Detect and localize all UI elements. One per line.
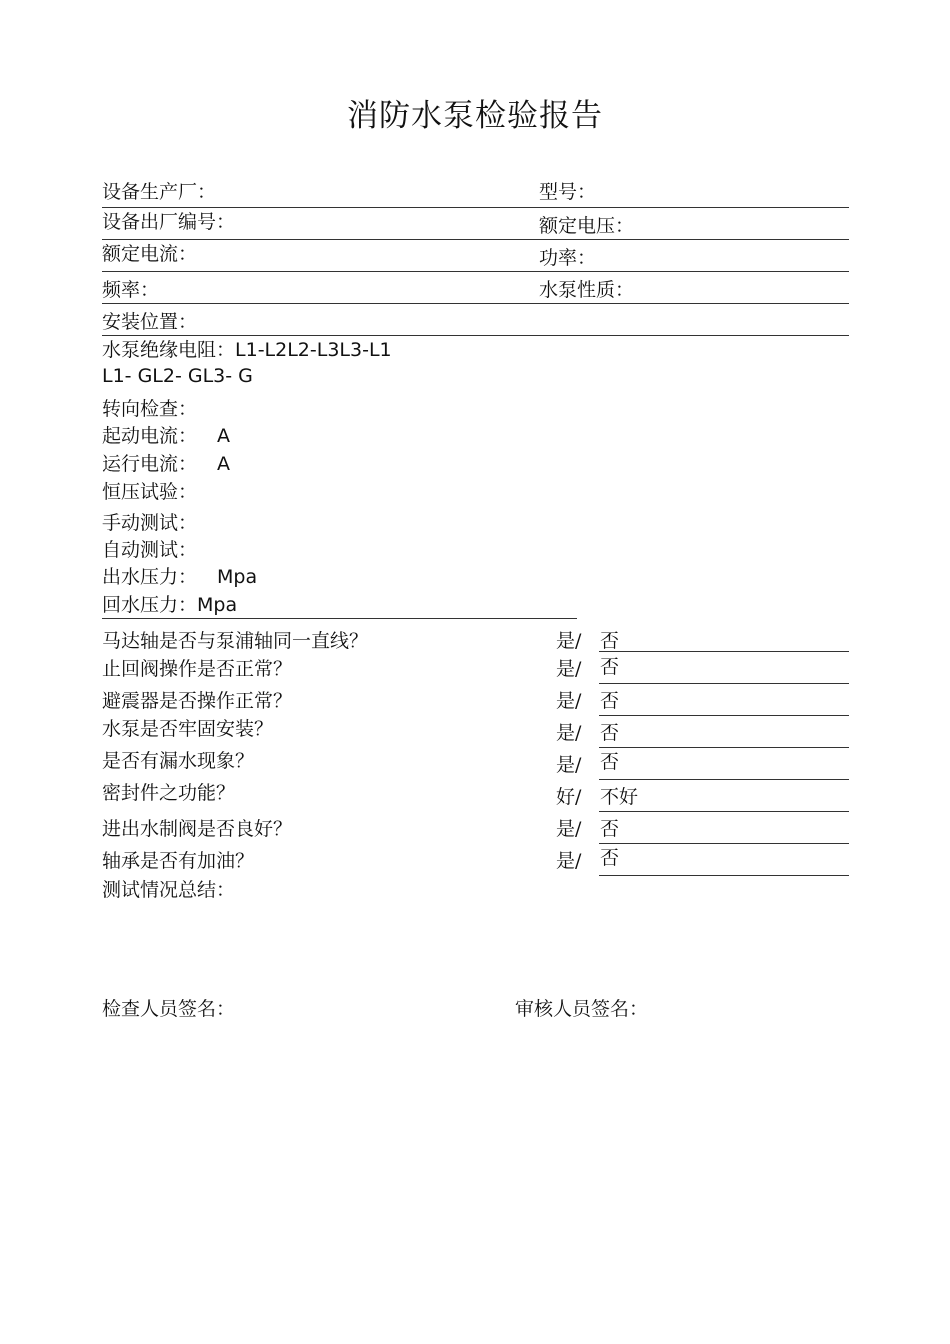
answer-line [599,651,849,652]
checklist-question: 轴承是否有加油？ [102,850,255,872]
model-label: 型号： [539,181,597,203]
reviewer-signature-label: 审核人员签名： [515,998,649,1020]
run-current-unit: A [217,453,230,475]
start-current-unit: A [217,425,230,447]
rotation-check-label: 转向检查： [102,398,198,420]
checklist-question: 止回阀操作是否正常？ [102,658,293,680]
checklist-no-option: 否 [600,847,620,869]
checklist-no-option: 不好 [600,786,639,808]
answer-line [599,779,849,780]
checklist-no-option: 否 [600,751,620,773]
checklist-no-option: 否 [600,630,620,652]
insulation-row [102,339,392,361]
checklist-no-option: 否 [600,722,620,744]
return-pressure-unit: Mpa [197,594,238,616]
divider [102,335,849,336]
return-pressure-label: 回水压力： [102,594,198,616]
checklist-yes-option: 是/ [556,818,582,840]
summary-label: 测试情况总结： [102,879,236,901]
answer-line [599,683,849,684]
manual-test-label: 手动测试： [102,512,198,534]
checklist-no-option: 否 [600,656,620,678]
checklist-question: 马达轴是否与泵浦轴同一直线？ [102,630,369,652]
divider [102,303,849,304]
answer-line [599,875,849,876]
manufacturer-label: 设备生产厂： [102,181,217,203]
power-label: 功率： [539,247,597,269]
checklist-yes-option: 好/ [556,786,582,808]
checklist-question: 密封件之功能？ [102,782,236,804]
checklist-no-option: 否 [600,818,620,840]
checklist-yes-option: 是/ [556,754,582,776]
inspector-signature-label: 检查人员签名： [102,998,236,1020]
checklist-yes-option: 是/ [556,850,582,872]
constant-pressure-label: 恒压试验： [102,481,198,503]
rated-current-label: 额定电流： [102,243,198,265]
page-title: 消防水泵检验报告 [347,98,603,134]
return-pressure-row [102,594,237,616]
checklist-question: 进出水制阀是否良好？ [102,818,293,840]
answer-line [599,811,849,812]
insulation-label: 水泵绝缘电阻： [102,339,236,361]
location-label: 安装位置： [102,311,198,333]
run-current-label: 运行电流： [102,453,198,475]
insulation-ground: L1- GL2- GL3- G [102,365,253,387]
answer-line [599,843,849,844]
pump-type-label: 水泵性质： [539,279,635,301]
divider [102,239,849,240]
checklist-question: 水泵是否牢固安装？ [102,718,274,740]
answer-line [599,715,849,716]
outlet-pressure-label: 出水压力： [102,566,198,588]
checklist-yes-option: 是/ [556,658,582,680]
checklist-question: 是否有漏水现象？ [102,750,255,772]
answer-line [599,747,849,748]
rated-voltage-label: 额定电压： [539,215,635,237]
start-current-label: 起动电流： [102,425,198,447]
insulation-phases: L1-L2L2-L3L3-L1 [235,339,392,361]
serial-number-label: 设备出厂编号： [102,211,236,233]
checklist-question: 避震器是否操作正常？ [102,690,293,712]
outlet-pressure-unit: Mpa [217,566,258,588]
checklist-yes-option: 是/ [556,630,582,652]
divider [102,207,849,208]
checklist-yes-option: 是/ [556,722,582,744]
frequency-label: 频率： [102,279,160,301]
checklist-yes-option: 是/ [556,690,582,712]
auto-test-label: 自动测试： [102,539,198,561]
divider [102,271,849,272]
divider [102,618,577,619]
checklist-no-option: 否 [600,690,620,712]
